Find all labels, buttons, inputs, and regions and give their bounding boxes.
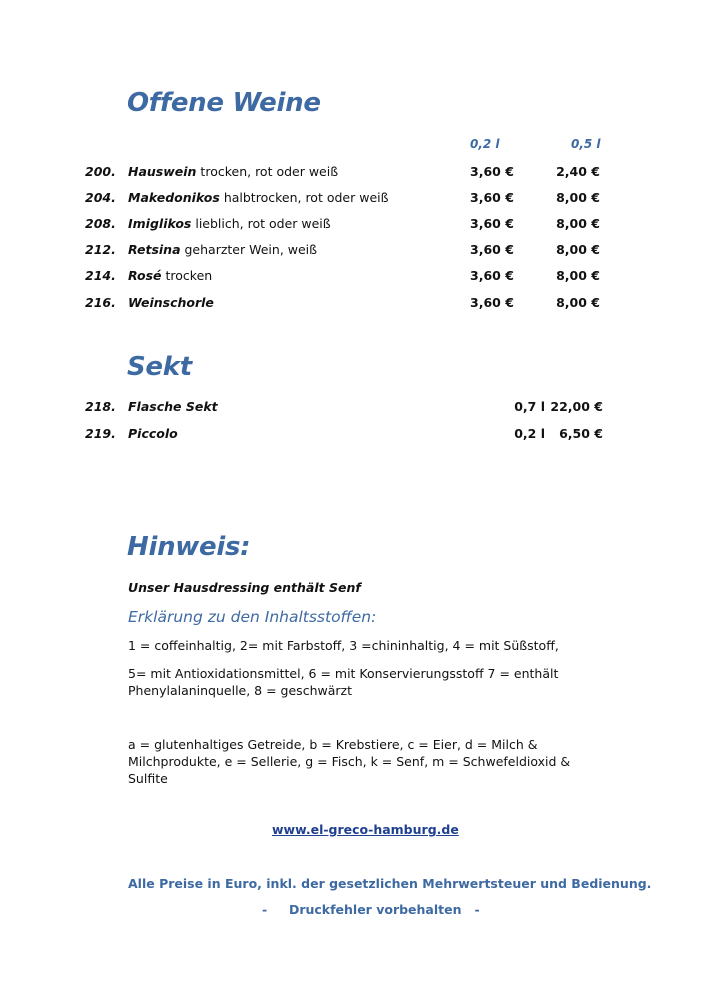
- item-name: Flasche Sekt: [128, 399, 218, 414]
- wine-row: [0, 295, 717, 315]
- wine-row: [0, 268, 717, 288]
- wine-row: [0, 242, 717, 262]
- item-number: 212.: [85, 242, 116, 257]
- prices-note: Alle Preise in Euro, inkl. der gesetzlichen Mehrwertsteuer und Bedienung.: [128, 876, 652, 891]
- price-large: 8,00 €: [556, 242, 600, 257]
- ingredients-subtitle: Erklärung zu den Inhaltsstoffen:: [128, 608, 377, 626]
- wine-row: [0, 216, 717, 236]
- item-name: Retsina: [128, 242, 181, 257]
- wines-title: Offene Weine: [127, 88, 321, 118]
- item-number: 218.: [85, 399, 116, 414]
- price-small: 3,60 €: [470, 295, 514, 310]
- price-small: 3,60 €: [470, 268, 514, 283]
- website-link[interactable]: www.el-greco-hamburg.de: [272, 822, 459, 837]
- item-price: 6,50 €: [559, 426, 603, 441]
- item-number: 219.: [85, 426, 116, 441]
- item-name: Hauswein: [128, 164, 197, 179]
- price-small: 3,60 €: [470, 242, 514, 257]
- price-small: 3,60 €: [470, 190, 514, 205]
- price-large: 8,00 €: [556, 268, 600, 283]
- item-size: 0,7 l: [514, 399, 545, 414]
- item-name: Imiglikos: [128, 216, 192, 231]
- item-size: 0,2 l: [514, 426, 545, 441]
- wine-row: [0, 190, 717, 210]
- item-desc: halbtrocken, rot oder weiß: [219, 190, 389, 205]
- allergens-line: a = glutenhaltiges Getreide, b = Krebstiere, c = Eier, d = Milch & Milchprodukte, e = Sellerie, g = Fisch, k = Senf, m = Schwefeldioxid & Sulfite: [128, 737, 571, 786]
- item-desc: trocken, rot oder weiß: [196, 164, 339, 179]
- sekt-row: [0, 399, 717, 419]
- item-number: 200.: [85, 164, 116, 179]
- col-header-0-2: 0,2 l: [470, 137, 500, 151]
- sekt-title: Sekt: [127, 352, 192, 382]
- item-price: 22,00 €: [550, 399, 603, 414]
- col-header-0-5: 0,5 l: [571, 137, 601, 151]
- item-desc: geharzter Wein, weiß: [180, 242, 318, 257]
- misprint-note: - Druckfehler vorbehalten -: [262, 902, 480, 917]
- item-number: 214.: [85, 268, 116, 283]
- additives-line-2: 5= mit Antioxidationsmittel, 6 = mit Konservierungsstoff 7 = enthält Phenylalaninquelle, 8 = geschwärzt: [128, 666, 559, 698]
- price-large: 8,00 €: [556, 295, 600, 310]
- item-number: 208.: [85, 216, 116, 231]
- item-name: Rosé: [128, 268, 162, 283]
- item-name: Makedonikos: [128, 190, 220, 205]
- item-desc: lieblich, rot oder weiß: [191, 216, 331, 231]
- wine-row: [0, 164, 717, 184]
- price-small: 3,60 €: [470, 164, 514, 179]
- sekt-row: [0, 426, 717, 446]
- additives-line-1: 1 = coffeinhaltig, 2= mit Farbstoff, 3 =chininhaltig, 4 = mit Süßstoff,: [128, 638, 559, 653]
- price-large: 8,00 €: [556, 216, 600, 231]
- price-small: 3,60 €: [470, 216, 514, 231]
- item-name: Piccolo: [128, 426, 178, 441]
- price-large: 2,40 €: [556, 164, 600, 179]
- item-desc: trocken: [161, 268, 213, 283]
- item-number: 204.: [85, 190, 116, 205]
- item-number: 216.: [85, 295, 116, 310]
- hinweis-title: Hinweis:: [127, 532, 251, 562]
- dressing-note: Unser Hausdressing enthält Senf: [128, 580, 361, 595]
- price-large: 8,00 €: [556, 190, 600, 205]
- item-name: Weinschorle: [128, 295, 214, 310]
